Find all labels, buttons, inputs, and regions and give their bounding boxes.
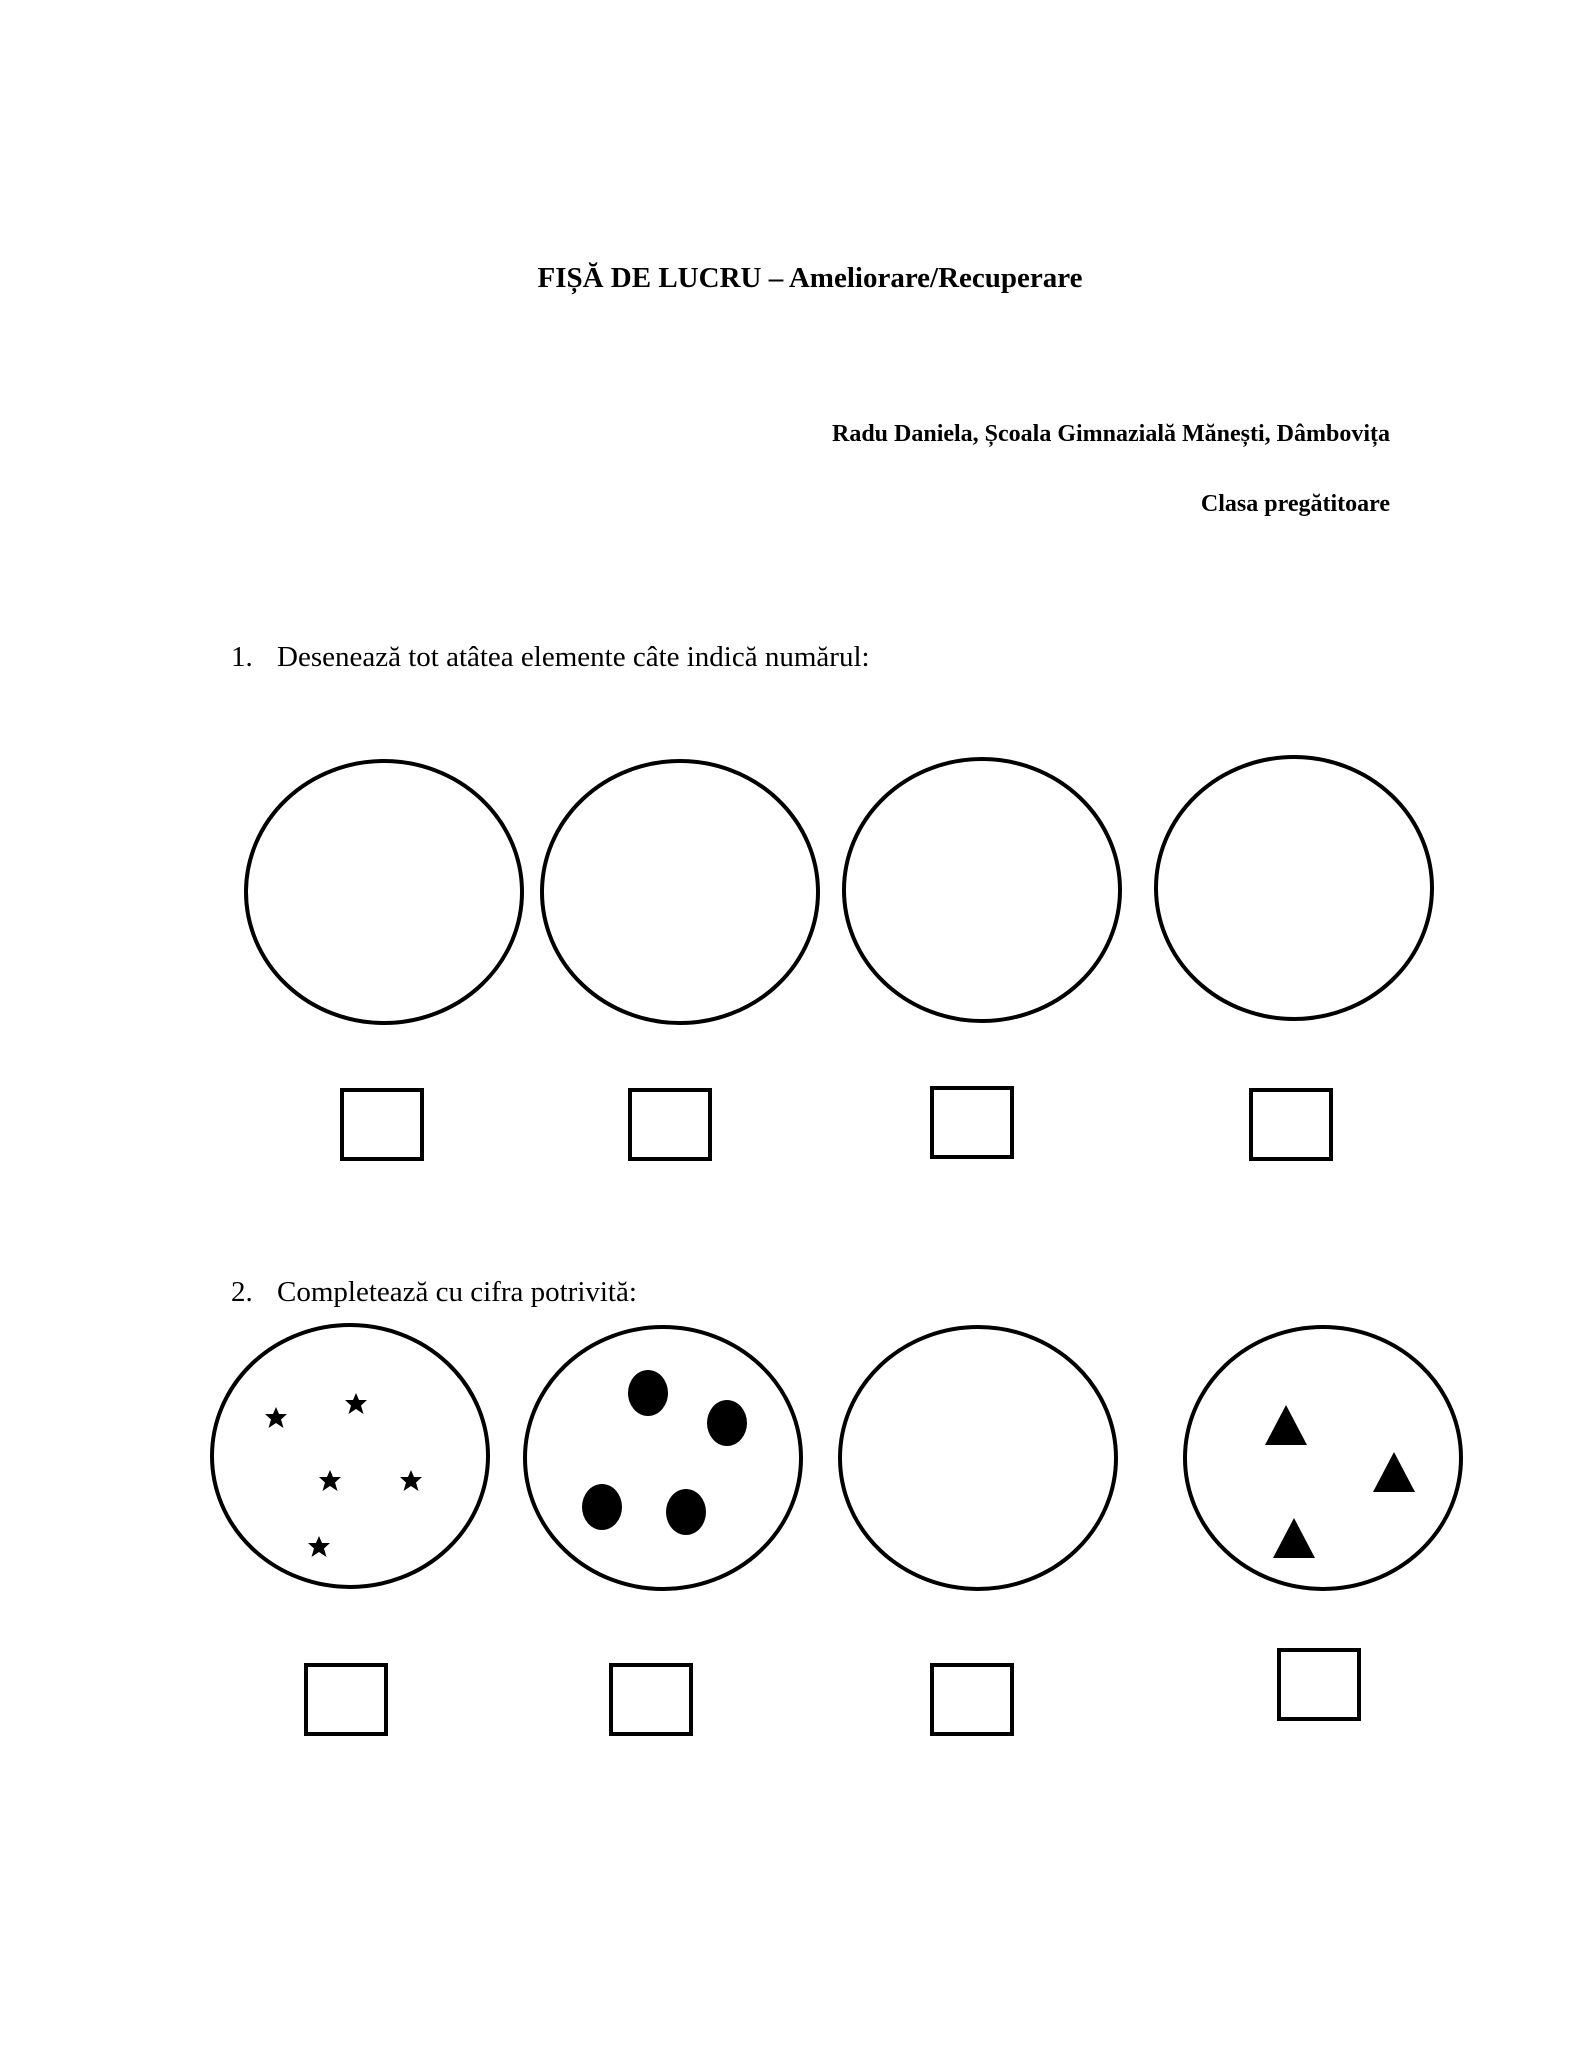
triangle-icon xyxy=(1273,1518,1315,1558)
dot-icon xyxy=(582,1484,622,1530)
ex1-answer-box-1[interactable] xyxy=(342,1090,422,1159)
dot-icon xyxy=(628,1370,668,1416)
star-icon xyxy=(265,1407,287,1428)
ex1-answer-box-2[interactable] xyxy=(630,1090,710,1159)
dot-icon xyxy=(666,1489,706,1535)
exercise-1-text: Desenează tot atâtea elemente câte indică numărul: xyxy=(277,641,870,673)
ex2-answer-box-3[interactable] xyxy=(932,1665,1012,1734)
ex2-circle-empty xyxy=(840,1327,1116,1589)
grade-line: Clasa pregătitoare xyxy=(1200,491,1390,517)
ex1-answer-box-4[interactable] xyxy=(1251,1090,1331,1159)
ex1-answer-box-3[interactable] xyxy=(932,1088,1012,1157)
ex1-circle-4[interactable] xyxy=(1156,757,1432,1019)
ex1-circle-3[interactable] xyxy=(844,759,1120,1021)
dot-icon xyxy=(707,1400,747,1446)
ex1-circle-2[interactable] xyxy=(542,761,818,1023)
ex2-circle-triangles xyxy=(1185,1327,1461,1589)
exercise-2-text: Completează cu cifra potrivită: xyxy=(277,1276,637,1308)
ex1-circle-1[interactable] xyxy=(246,761,522,1023)
worksheet-title: FIȘĂ DE LUCRU – Ameliorare/Recuperare xyxy=(537,262,1083,294)
star-icon xyxy=(319,1470,341,1491)
ex2-answer-box-2[interactable] xyxy=(611,1665,691,1734)
star-icon xyxy=(308,1536,330,1557)
triangle-icon xyxy=(1265,1405,1307,1445)
star-icon xyxy=(345,1393,367,1414)
author-line: Radu Daniela, Școala Gimnazială Mănești, Dâmbovița xyxy=(831,421,1390,447)
triangle-icon xyxy=(1373,1452,1415,1492)
ex2-answer-box-1[interactable] xyxy=(306,1665,386,1734)
exercise-2-number: 2. xyxy=(231,1276,253,1308)
ex2-answer-box-4[interactable] xyxy=(1279,1650,1359,1719)
ex2-circle-dots xyxy=(525,1327,801,1589)
ex2-circle-stars xyxy=(212,1325,488,1587)
star-icon xyxy=(400,1470,422,1491)
exercise-1-number: 1. xyxy=(231,641,253,673)
